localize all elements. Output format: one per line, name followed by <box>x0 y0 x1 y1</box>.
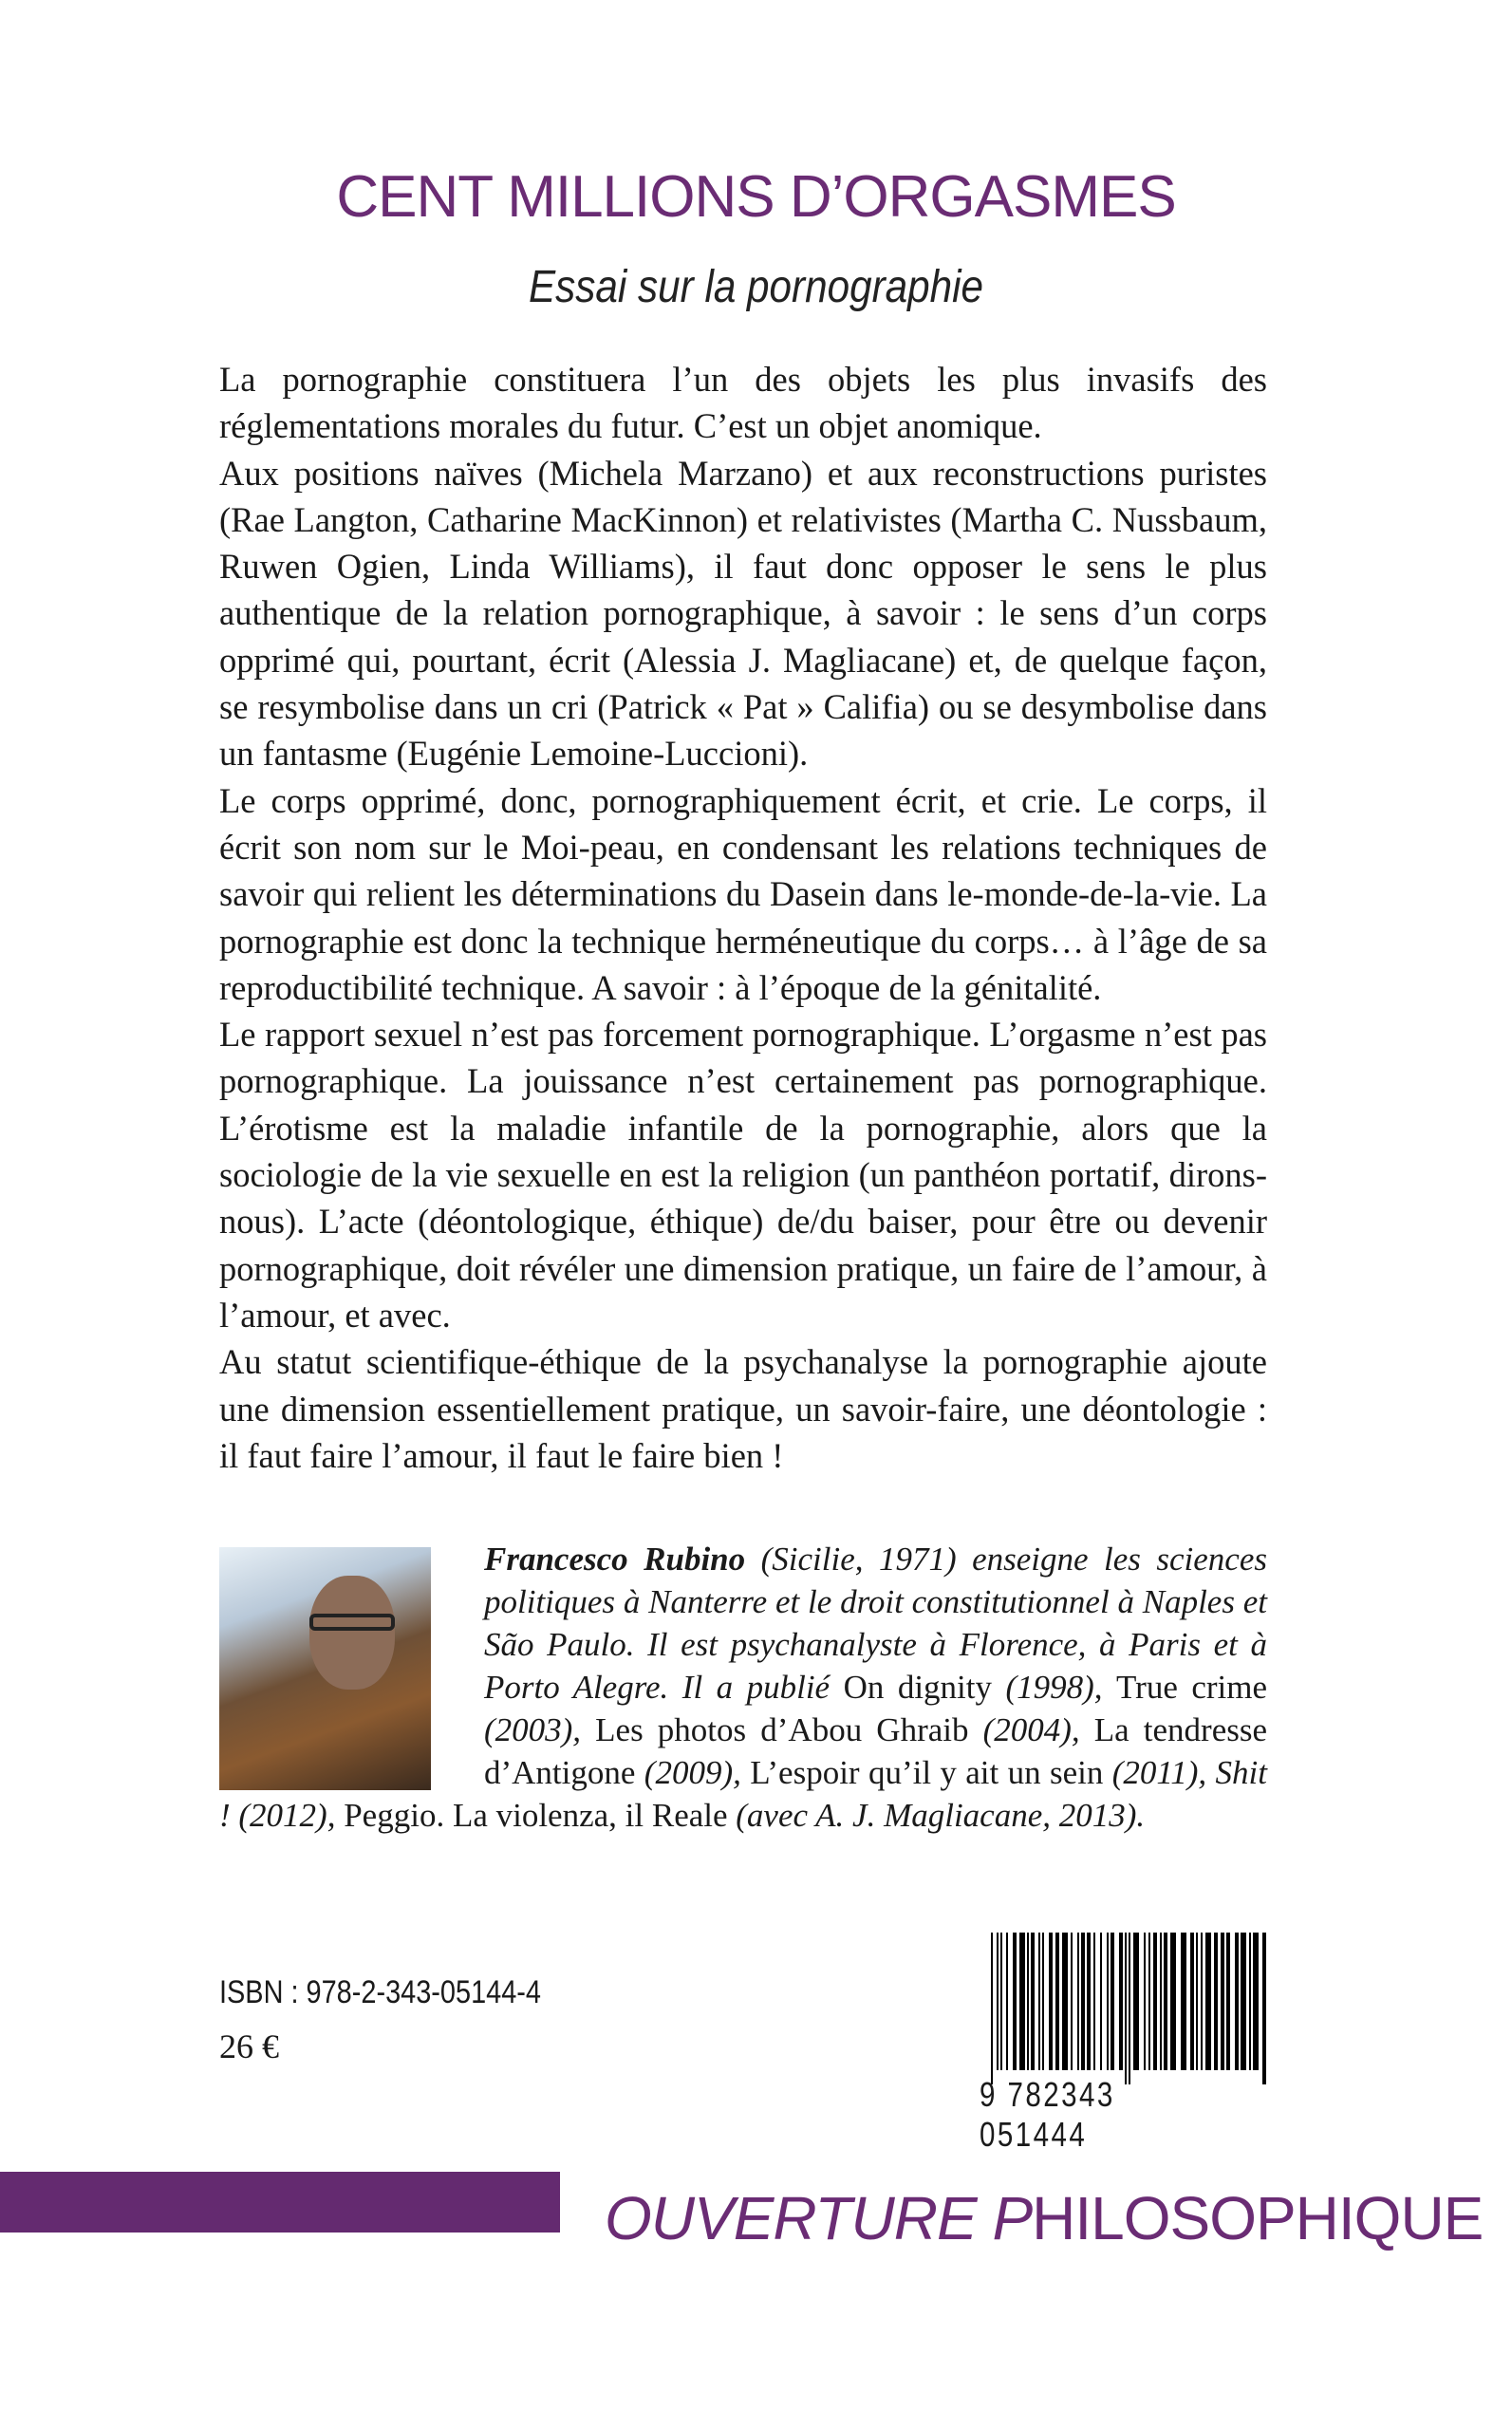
barcode-bar <box>1062 1933 1068 2070</box>
bio-title: On dignity <box>843 1669 993 1706</box>
book-title: CENT MILLIONS D’ORGASMES <box>336 164 1176 230</box>
barcode-bar <box>1262 1933 1266 2084</box>
bio-text: (2011), Shit ! (2012), <box>219 1754 1267 1834</box>
series-name-part: HILOSOPHIQUE <box>1032 2184 1484 2252</box>
barcode-bar <box>1214 1933 1218 2070</box>
barcode-bar <box>1170 1933 1176 2070</box>
barcode-bar <box>1000 1933 1002 2070</box>
author-name: Francesco Rubino <box>484 1541 746 1578</box>
barcode-bar <box>991 1933 993 2084</box>
barcode-bar <box>1081 1933 1085 2070</box>
barcode-bar <box>1205 1933 1211 2070</box>
barcode-bar <box>1038 1933 1040 2070</box>
barcode-bar <box>1027 1933 1029 2070</box>
barcode-bar <box>1190 1933 1194 2070</box>
bio-text: (Sicilie, 1971) enseigne les sciences politiques à Nanterre et le droit constitutionnel à Naples et São Paulo. Il est psychanalyste à Florence, à Paris et à Porto Alegre. Il a publié <box>484 1541 1267 1706</box>
barcode-bar <box>1164 1933 1167 2070</box>
price: 26 € <box>219 2027 279 2065</box>
barcode-bar <box>1125 1933 1127 2084</box>
barcode-bar <box>1181 1933 1186 2070</box>
barcode-bar <box>1196 1933 1198 2070</box>
bio-title: La tendresse d’Antigone <box>484 1711 1268 1791</box>
bio-text: (2009), <box>635 1754 751 1791</box>
barcode-bars <box>991 1933 1266 2070</box>
series-name <box>605 2183 1483 2253</box>
barcode-bar <box>1129 1933 1130 2084</box>
author-photo <box>219 1547 431 1790</box>
barcode-bar <box>1253 1933 1259 2070</box>
blurb-paragraph: Le corps opprimé, donc, pornographiquement écrit, et crie. Le corps, il écrit son nom sur le Moi-peau, en condensant les relations techniques de savoir qui relient les déterminations du Dasein dans le-monde-de-la-vie. La pornographie est donc la technique herméneutique du corps… à l’âge de sa reproductibilité technique. A savoir : à l’époque de la génitalité. <box>219 780 1267 1007</box>
barcode-digits: 9 782343 051444 <box>980 2075 1115 2154</box>
barcode-bar <box>1093 1933 1095 2070</box>
book-subtitle: Essai sur la pornographie <box>529 262 983 312</box>
bio-text: (1998), <box>992 1669 1117 1706</box>
barcode-bar <box>1042 1933 1044 2070</box>
barcode-bar <box>997 1933 999 2070</box>
barcode-bar <box>1006 1933 1008 2070</box>
barcode-bar <box>1077 1933 1079 2070</box>
blurb-paragraph: Aux positions naïves (Michela Marzano) et aux reconstructions puristes (Rae Langton, Catharine MacKinnon) et relativistes (Martha C. Nussbaum, Ruwen Ogien, Linda Williams), il faut donc opposer le sens le plus authentique de la relation pornographique, à savoir : le sens d’un corps opprimé qui, pourtant, écrit (Alessia J. Magliacane) et, de quelque façon, se resymbolise dans un cri (Patrick « Pat » Califia) ou se desymbolise dans un fantasme (Eugénie Lemoine-Luccioni). <box>219 453 1267 774</box>
bio-title: Peggio. La violenza, il Reale <box>344 1797 728 1834</box>
series-color-bar <box>0 2172 560 2233</box>
author-bio <box>219 1538 1267 1837</box>
barcode-bar <box>1031 1933 1035 2070</box>
barcode-bar <box>1235 1933 1239 2070</box>
bio-title: Les photos d’Abou Ghraib <box>595 1711 969 1748</box>
series-name-part: P <box>992 2184 1033 2252</box>
barcode-bar <box>1148 1933 1150 2070</box>
blurb-paragraph: Au statut scientifique-éthique de la psychanalyse la pornographie ajoute une dimension essentiellement pratique, un savoir-faire, une déontologie : il faut faire l’amour, il faut le faire bien ! <box>219 1342 1267 1475</box>
barcode-bar <box>1107 1933 1109 2070</box>
bio-title: True crime <box>1116 1669 1268 1706</box>
isbn: ISBN : 978-2-343-05144-4 <box>219 1974 541 2010</box>
barcode-bar <box>1111 1933 1114 2070</box>
bio-text: (avec A. J. Magliacane, 2013). <box>727 1797 1146 1834</box>
series-name-part: OUVERTURE <box>605 2184 993 2252</box>
barcode-bar <box>1144 1933 1146 2070</box>
barcode-bar <box>1055 1933 1059 2070</box>
barcode-bar <box>1119 1933 1123 2070</box>
barcode-bar <box>1241 1933 1246 2070</box>
bio-title: L’espoir qu’il y ait un sein <box>750 1754 1104 1791</box>
barcode-bar <box>1133 1933 1139 2070</box>
barcode-bar <box>1049 1933 1053 2070</box>
barcode-bar <box>1071 1933 1073 2070</box>
blurb-paragraph: La pornographie constituera l’un des objets les plus invasifs des réglementations morales du futur. C’est un objet anomique. <box>219 360 1267 446</box>
blurb-paragraph: Le rapport sexuel n’est pas forcement pornographique. L’orgasme n’est pas pornographique. La jouissance n’est certainement pas pornographique. L’érotisme est la maladie infantile de la pornographie, alors que la sociologie de la vie sexuelle en est la religion (un panthéon portatif, dirons-nous). L’acte (déontologique, éthique) de/du baiser, pour être ou devenir pornographique, doit révéler une dimension pratique, un faire de l’amour, à l’amour, et avec. <box>219 1015 1267 1335</box>
barcode-bar <box>1249 1933 1251 2070</box>
barcode-bar <box>1153 1933 1157 2070</box>
back-cover-blurb <box>219 356 1267 1479</box>
barcode-bar <box>1100 1933 1102 2070</box>
barcode-bar <box>1226 1933 1230 2070</box>
barcode-bar <box>1087 1933 1091 2070</box>
barcode-bar <box>1221 1933 1224 2070</box>
barcode-bar <box>1201 1933 1203 2070</box>
barcode <box>980 1933 1269 2154</box>
bio-text: (2004), <box>968 1711 1094 1748</box>
barcode-bar <box>1160 1933 1162 2070</box>
bio-text: (2003), <box>484 1711 596 1748</box>
barcode-bar <box>1013 1933 1017 2070</box>
barcode-bar <box>1019 1933 1025 2070</box>
